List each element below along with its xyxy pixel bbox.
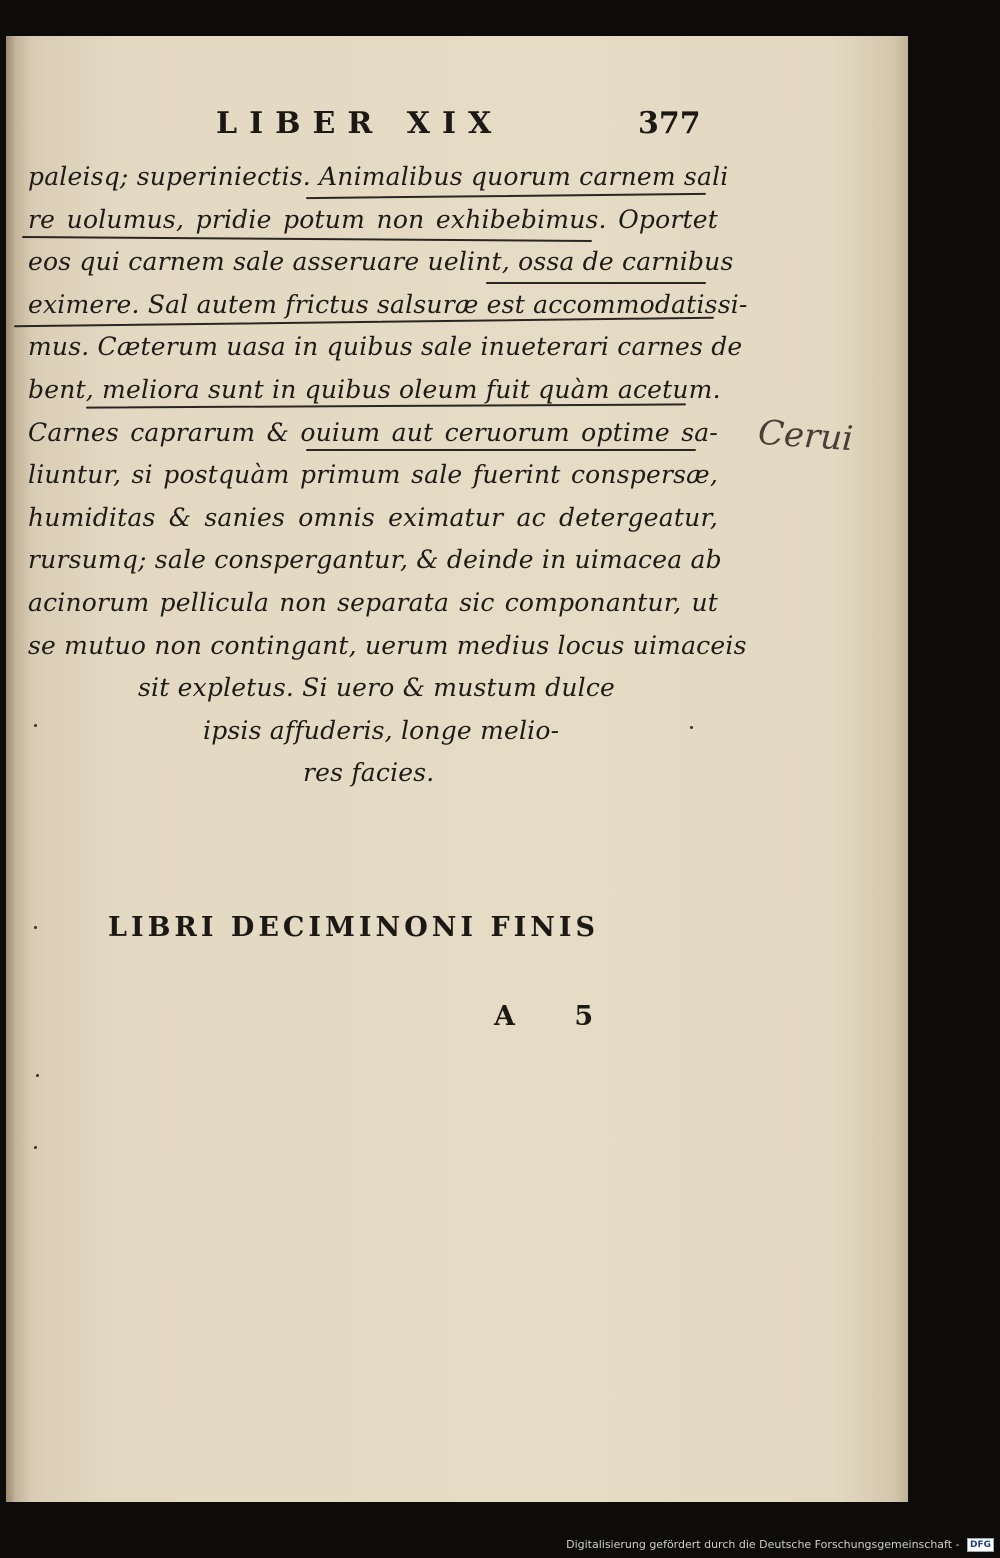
text-line: res facies.	[303, 758, 435, 788]
page-edge-shadow	[894, 36, 908, 1502]
colophon: LIBRI DECIMINONI FINIS	[108, 912, 600, 943]
paper-speck	[34, 1146, 37, 1149]
text-line: re uolumus, pridie potum non exhibebimus. Oportet	[28, 204, 718, 234]
page-number: 377	[638, 106, 701, 141]
paper-speck	[34, 724, 37, 727]
running-head: LIBER XIX	[216, 106, 504, 141]
page-gutter-shadow	[6, 36, 16, 1502]
text-line: humiditas & sanies omnis eximatur ac detergeatur,	[28, 502, 718, 532]
text-line: bent, meliora sunt in quibus oleum fuit quàm acetum.	[28, 374, 721, 404]
signature-mark: A 5	[494, 1001, 594, 1032]
digitization-credit	[540, 1537, 994, 1553]
text-line: eos qui carnem sale asseruare uelint, ossa de carnibus	[28, 247, 734, 277]
text-line: ipsis affuderis, longe melio-	[203, 715, 560, 745]
text-line: liuntur, si postquàm primum sale fuerint conspersæ,	[28, 460, 718, 490]
text-line: sit expletus. Si uero & mustum dulce	[138, 673, 616, 703]
text-line: mus. Cæterum uasa in quibus sale inueterari carnes de	[28, 332, 743, 362]
dfg-logo: DFG	[967, 1538, 994, 1552]
text-line: Carnes caprarum & ouium aut ceruorum optime sa-	[28, 417, 718, 447]
text-line: se mutuo non contingant, uerum medius locus uimaceis	[28, 630, 747, 660]
body-text	[28, 156, 748, 795]
text-line: rursumq; sale conspergantur, & deinde in uimacea ab	[28, 545, 722, 575]
credit-text: Digitalisierung gefördert durch die Deutsche Forschungsgemeinschaft -	[566, 1538, 960, 1551]
text-line: eximere. Sal autem frictus salsuræ est accommodatissi-	[28, 289, 748, 319]
paper-speck	[690, 726, 693, 729]
handwritten-margin-note: Cerui	[756, 412, 855, 460]
paper-speck	[34, 926, 37, 929]
reader-underline	[486, 282, 706, 284]
book-page	[6, 36, 908, 1502]
reader-underline	[306, 449, 696, 451]
text-line: acinorum pellicula non separata sic componantur, ut	[28, 587, 718, 617]
paper-speck	[36, 1074, 39, 1077]
text-line: paleisq; superiniectis. Animalibus quorum carnem sali	[28, 162, 729, 191]
